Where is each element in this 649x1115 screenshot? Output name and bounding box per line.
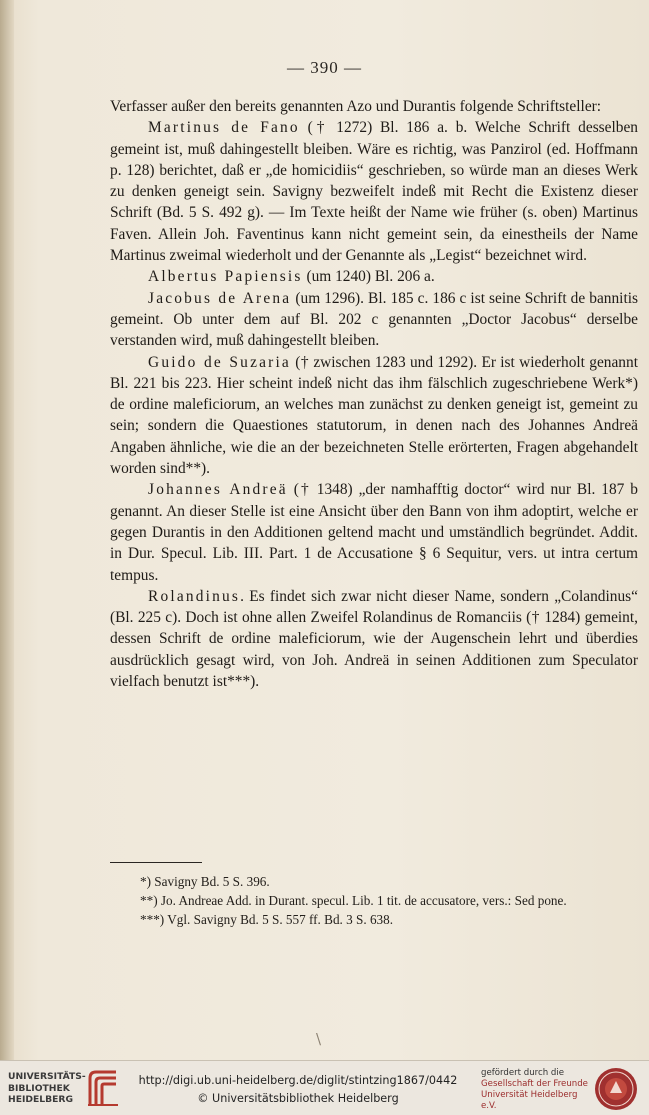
page-number: — 390 — xyxy=(287,58,362,77)
library-name: UNIVERSITÄTS- BIBLIOTHEK HEIDELBERG xyxy=(8,1071,86,1105)
entry-heading: Guido de Suzaria xyxy=(148,353,291,371)
footnote-1: *) Savigny Bd. 5 S. 396. xyxy=(140,874,270,889)
footnote-3: ***) Vgl. Savigny Bd. 5 S. 557 ff. Bd. 3 S. 638. xyxy=(140,912,394,927)
bottom-mark: \ xyxy=(316,1030,322,1048)
entry-heading: Rolandinus xyxy=(148,587,241,605)
library-logo-icon xyxy=(86,1068,120,1108)
albertus-papiensis-paragraph xyxy=(110,266,638,287)
digitization-footer xyxy=(0,1060,649,1115)
book-gutter xyxy=(0,0,14,1060)
paragraph-text: (um 1240) Bl. 206 a. xyxy=(302,268,435,286)
funder-credit: gefördert durch die Gesellschaft der Freunde Universität Heidelberg e.V. xyxy=(481,1068,588,1111)
body-text xyxy=(110,96,638,692)
footnotes xyxy=(110,872,638,929)
rolandinus-paragraph xyxy=(110,586,638,692)
footnote-separator xyxy=(110,862,202,863)
entry-heading: Jacobus de Arena xyxy=(148,289,292,307)
entry-heading: Martinus de Fano xyxy=(148,119,300,137)
entry-heading: Albertus Papiensis xyxy=(148,268,303,286)
permalink-url[interactable]: http://digi.ub.uni-heidelberg.de/diglit/stintzing1867/0442 xyxy=(138,1074,458,1087)
university-seal-icon xyxy=(594,1067,638,1111)
martinus-de-fano-paragraph xyxy=(110,117,638,266)
jacobus-de-arena-paragraph xyxy=(110,288,638,352)
paragraph-text: († 1272) Bl. 186 a. b. Welche Schrift desselben gemeint ist, muß dahingestellt bleiben. Wäre es richtig, was Panzirol (ed. Hoffmann p. 128) berichtet, daß er „de homicidiis“ geschrieben, so würde man an dieses Werk zu denken geneigt sein. Savigny bezweifelt indeß mit Recht die Existenz dieser Schrift (Bd. 5 S. 492 g). — Im Texte heißt der Name wie früher (s. oben) Martinus Faven. Allein Joh. Faventinus kann nicht gemeint sein, da einestheils der Name Martinus zweimal wiederholt und der Genannte als „Legist“ bezeichnet wird. xyxy=(110,119,638,265)
johannes-andrea-paragraph xyxy=(110,479,638,585)
paragraph-text: (um 1296). Bl. 185 c. 186 c ist seine Schrift de bannitis gemeint. Ob unter dem auf Bl. 202 c genannten „Doctor Jacobus“ derselbe verstanden wird, muß dahingestellt bleiben. xyxy=(110,289,638,350)
paragraph-text: († zwischen 1283 und 1292). Er ist wiederholt genannt Bl. 221 bis 223. Hier scheint indeß nicht das ihm fälschlich zugeschriebene Werk*) de ordine maleficiorum, an welches man zunächst zu denken geneigt ist, gemeint zu sein; sondern die Quaestiones statutorum, in denen nach des Johannes Andreä Angaben ähnliche, wie die an der bezeichneten Stelle erörterten, Fragen abgehandelt worden sind**). xyxy=(110,353,638,478)
paragraph-text: Verfasser außer den bereits genannten Azo und Durantis folgende Schriftsteller: xyxy=(110,98,602,115)
paragraph-text: . Es findet sich zwar nicht dieser Name, sondern „Colandinus“ (Bl. 225 c). Doch ist ohne allen Zweifel Rolandinus de Romanciis († 1284) gemeint, dessen Schrift de ordine maleficiorum, wie der Augenschein lehrt und überdies ausdrücklich gesagt wird, von Joh. Andreä in seinen Additionen zum Speculator vielfach benutzt ist***). xyxy=(110,587,638,691)
paragraph-text: († 1348) „der namhafftig doctor“ wird nur Bl. 187 b genannt. An dieser Stelle ist eine Ansicht über den Bann von ihm adoptirt, welche er gegen Durantis in den Additionen geltend macht und umständlich begründet. Addit. in Dur. Specul. Lib. III. Part. 1 de Accusatione § 6 Sequitur, vers. ut intra certum tempus. xyxy=(110,481,639,584)
entry-heading: Johannes Andreä xyxy=(148,481,288,499)
footnote-2: **) Jo. Andreae Add. in Durant. specul. Lib. 1 tit. de accusatore, vers.: Sed pone. xyxy=(140,893,567,908)
guido-de-suzaria-paragraph xyxy=(110,352,638,480)
copyright-notice: © Universitätsbibliothek Heidelberg xyxy=(197,1092,399,1105)
intro-paragraph xyxy=(110,96,638,117)
